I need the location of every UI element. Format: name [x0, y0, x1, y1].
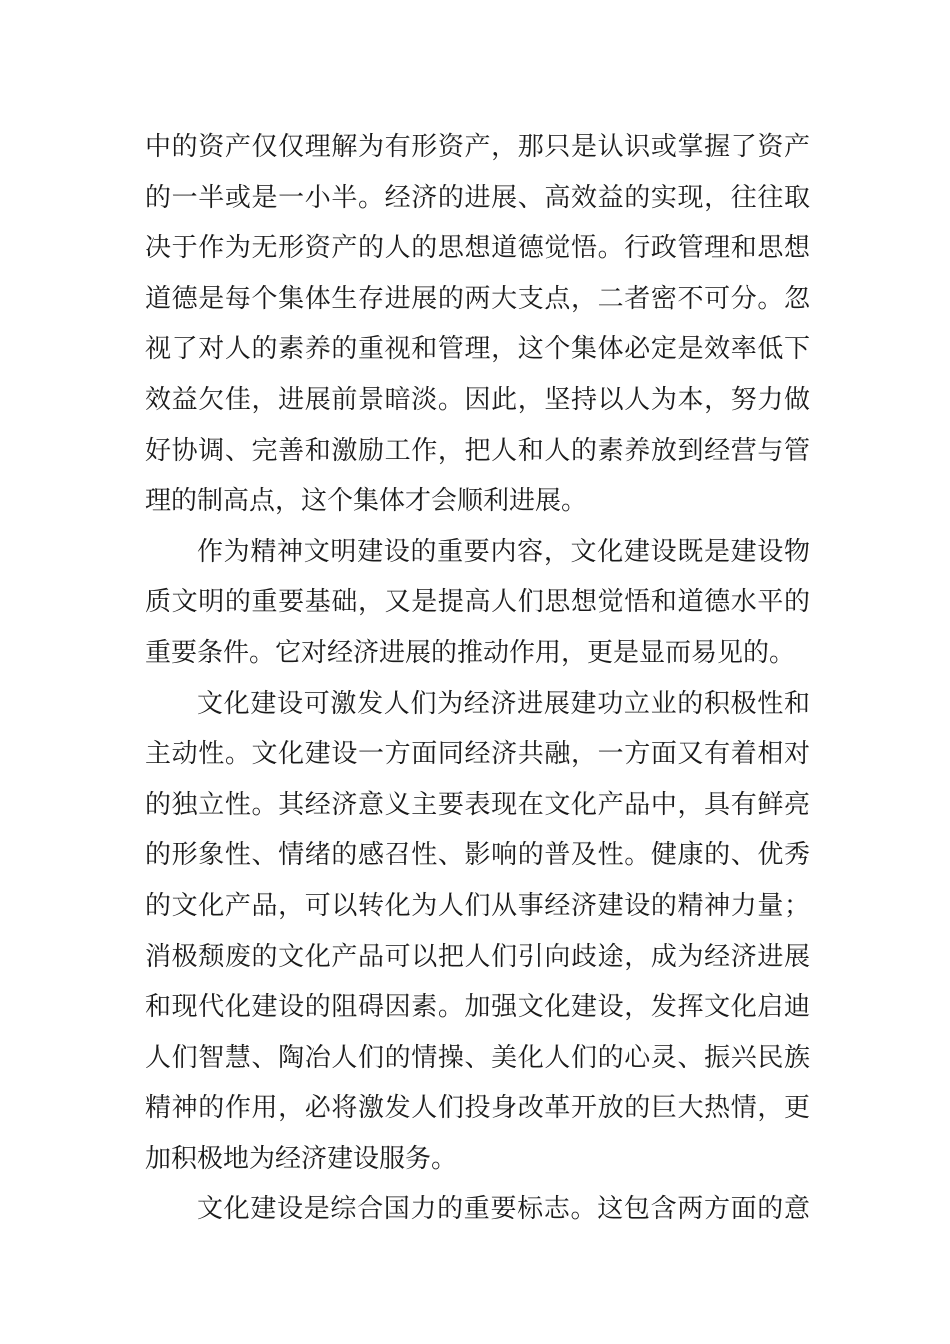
text-line: 的一半或是一小半。经济的进展、高效益的实现，往往取 [145, 182, 810, 213]
text-line: 重要条件。它对经济进展的推动作用，更是显而易见的。 [145, 637, 796, 668]
text-line: 中的资产仅仅理解为有形资产，那只是认识或掌握了资产 [145, 132, 810, 162]
text-line: 的文化产品，可以转化为人们从事经济建设的精神力量； [145, 890, 810, 921]
document-body [145, 122, 810, 1235]
text-line: 的形象性、情绪的感召性、影响的普及性。健康的、优秀 [145, 840, 810, 871]
text-line: 人们智慧、陶冶人们的情操、美化人们的心灵、振兴民族 [145, 1042, 810, 1073]
text-line: 质文明的重要基础，又是提高人们思想觉悟和道德水平的 [145, 587, 810, 618]
text-line: 文化建设可激发人们为经济进展建功立业的积极性和 [197, 688, 810, 719]
text-line: 加积极地为经济建设服务。 [145, 1143, 458, 1174]
text-line: 决于作为无形资产的人的思想道德觉悟。行政管理和思想 [145, 233, 810, 264]
text-line: 文化建设是综合国力的重要标志。这包含两方面的意 [197, 1194, 810, 1225]
text-line: 道德是每个集体生存进展的两大支点，二者密不可分。忽 [145, 283, 810, 314]
text-line: 理的制高点，这个集体才会顺利进展。 [145, 486, 588, 517]
paragraph-2 [145, 527, 810, 679]
paragraph-1 [145, 122, 810, 527]
text-line: 主动性。文化建设一方面同经济共融，一方面又有着相对 [145, 739, 810, 770]
text-line: 作为精神文明建设的重要内容，文化建设既是建设物 [197, 536, 810, 567]
text-line: 视了对人的素养的重视和管理，这个集体必定是效率低下 [145, 334, 810, 365]
text-line: 和现代化建设的阻碍因素。加强文化建设，发挥文化启迪 [145, 992, 810, 1023]
text-line: 消极颓废的文化产品可以把人们引向歧途，成为经济进展 [145, 941, 810, 972]
text-line: 的独立性。其经济意义主要表现在文化产品中，具有鲜亮 [145, 789, 810, 820]
text-line: 效益欠佳，进展前景暗淡。因此，坚持以人为本，努力做 [145, 384, 810, 415]
paragraph-4 [145, 1184, 810, 1235]
text-line: 好协调、完善和激励工作，把人和人的素养放到经营与管 [145, 435, 810, 466]
text-line: 精神的作用，必将激发人们投身改革开放的巨大热情，更 [145, 1093, 810, 1124]
paragraph-3 [145, 679, 810, 1185]
